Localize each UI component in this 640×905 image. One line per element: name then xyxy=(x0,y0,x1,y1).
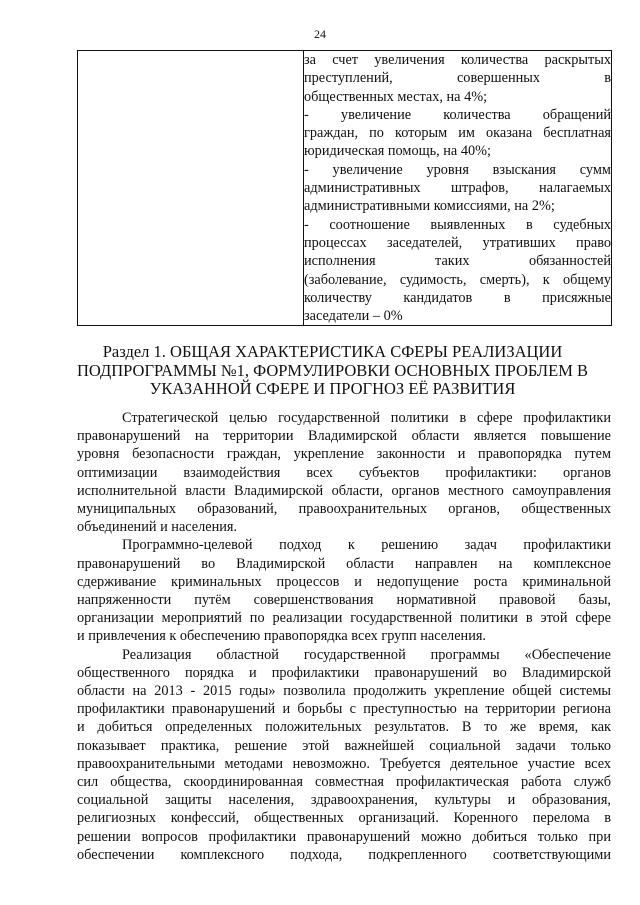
table-text-line: заседатели – 0% xyxy=(304,308,403,325)
paragraph-line: показывает практика, решение этой важнейшей социальной задачи только xyxy=(77,737,611,754)
table-cell-indicators xyxy=(304,51,612,326)
table-text-line: количеству кандидатов в присяжные xyxy=(304,289,611,306)
paragraph-line: организации мероприятий по реализации государственной политики в этой сфере xyxy=(77,610,611,627)
paragraph-line: социальной защиты населения, здравоохранения, культуры и образования, xyxy=(77,792,611,809)
table-text-line: административных штрафов, налагаемых xyxy=(304,180,611,197)
body-text xyxy=(77,409,611,864)
table-text-line: процессах заседателей, утративших право xyxy=(304,234,611,251)
paragraph-line: объединений и населения. xyxy=(77,519,238,536)
page-number: 24 xyxy=(314,27,326,41)
paragraph-line: оптимизации взаимодействия всех субъектов профилактики: органов xyxy=(77,464,611,481)
heading-line: ПОДПРОГРАММЫ №1, ФОРМУЛИРОВКИ ОСНОВНЫХ ПРОБЛЕМ В xyxy=(76,360,589,380)
table-text-line: юридическая помощь, на 40%; xyxy=(304,143,492,160)
table-text-line: - соотношение выявленных в судебных xyxy=(304,216,611,233)
paragraph-line: и привлечения к обеспечению правопорядка всех групп населения. xyxy=(77,628,486,645)
table-text-line: - увеличение количества обращений xyxy=(304,106,611,123)
table-row xyxy=(78,51,612,326)
table-text-line: преступлений, совершенных в xyxy=(304,70,611,87)
paragraph-line: напряженности путём совершенствования нормативной правовой базы, xyxy=(77,592,611,609)
paragraph-line: правоохранительными методами невозможно. Требуется деятельное участие всех xyxy=(77,755,611,772)
paragraph-line: общественного порядка и профилактики правонарушений во Владимирской xyxy=(77,664,611,681)
section-heading xyxy=(60,343,605,399)
heading-line: УКАЗАННОЙ СФЕРЕ И ПРОГНОЗ ЕЁ РАЗВИТИЯ xyxy=(149,379,516,398)
table-text-line: (заболевание, судимость, смерть), к общему xyxy=(304,271,611,288)
paragraph-line: Стратегической целью государственной политики в сфере профилактики xyxy=(122,410,611,426)
paragraph-line: религиозных конфессий, общественных организаций. Коренного перелома в xyxy=(77,810,611,827)
heading-line: Раздел 1. ОБЩАЯ ХАРАКТЕРИСТИКА СФЕРЫ РЕАЛИЗАЦИИ xyxy=(102,342,563,361)
table-text-line: административными комиссиями, на 2%; xyxy=(304,198,555,215)
table-text-line: общественных местах, на 4%; xyxy=(304,88,488,105)
paragraph-line: области на 2013 - 2015 годы» позволила продолжить укрепление общей системы xyxy=(77,683,611,700)
paragraph-line: и добиться определенных положительных результатов. В то же время, как xyxy=(77,719,611,736)
paragraph-line: обеспечении комплексного подхода, подкрепленного соответствующими xyxy=(77,846,611,863)
paragraph-line: сдерживание криминальных процессов и недопущение роста криминальной xyxy=(77,573,611,590)
paragraph-line: решении вопросов профилактики правонарушений можно добиться только при xyxy=(77,828,611,845)
paragraph-line: профилактики правонарушений и борьбы с преступностью на территории региона xyxy=(77,701,611,718)
paragraph-line: правонарушений во Владимирской области направлен на комплексное xyxy=(77,555,611,572)
table-text-line: за счет увеличения количества раскрытых xyxy=(304,52,611,68)
paragraph-line: уровня безопасности граждан, укрепление законности и правопорядка путем xyxy=(77,446,611,463)
continuation-table xyxy=(77,50,612,326)
table-text-line: граждан, по которым им оказана бесплатная xyxy=(304,125,611,142)
table-text-line: исполнения таких обязанностей xyxy=(304,253,611,270)
table-text-line: - увеличение уровня взыскания сумм xyxy=(304,161,611,178)
paragraph-line: сил общества, скоординированная совместная профилактическая работа служб xyxy=(77,774,611,791)
paragraph-line: исполнительной власти Владимирской области, органов местного самоуправления xyxy=(77,482,611,499)
table-cell-empty xyxy=(78,51,304,326)
paragraph-line: Реализация областной государственной программы «Обеспечение xyxy=(122,646,611,663)
paragraph-line: Программно-целевой подход к решению задач профилактики xyxy=(122,537,611,554)
paragraph-line: муниципальных образований, правоохранительных органов, общественных xyxy=(77,501,611,518)
paragraph-line: правонарушений на территории Владимирской области является повышение xyxy=(77,428,611,445)
